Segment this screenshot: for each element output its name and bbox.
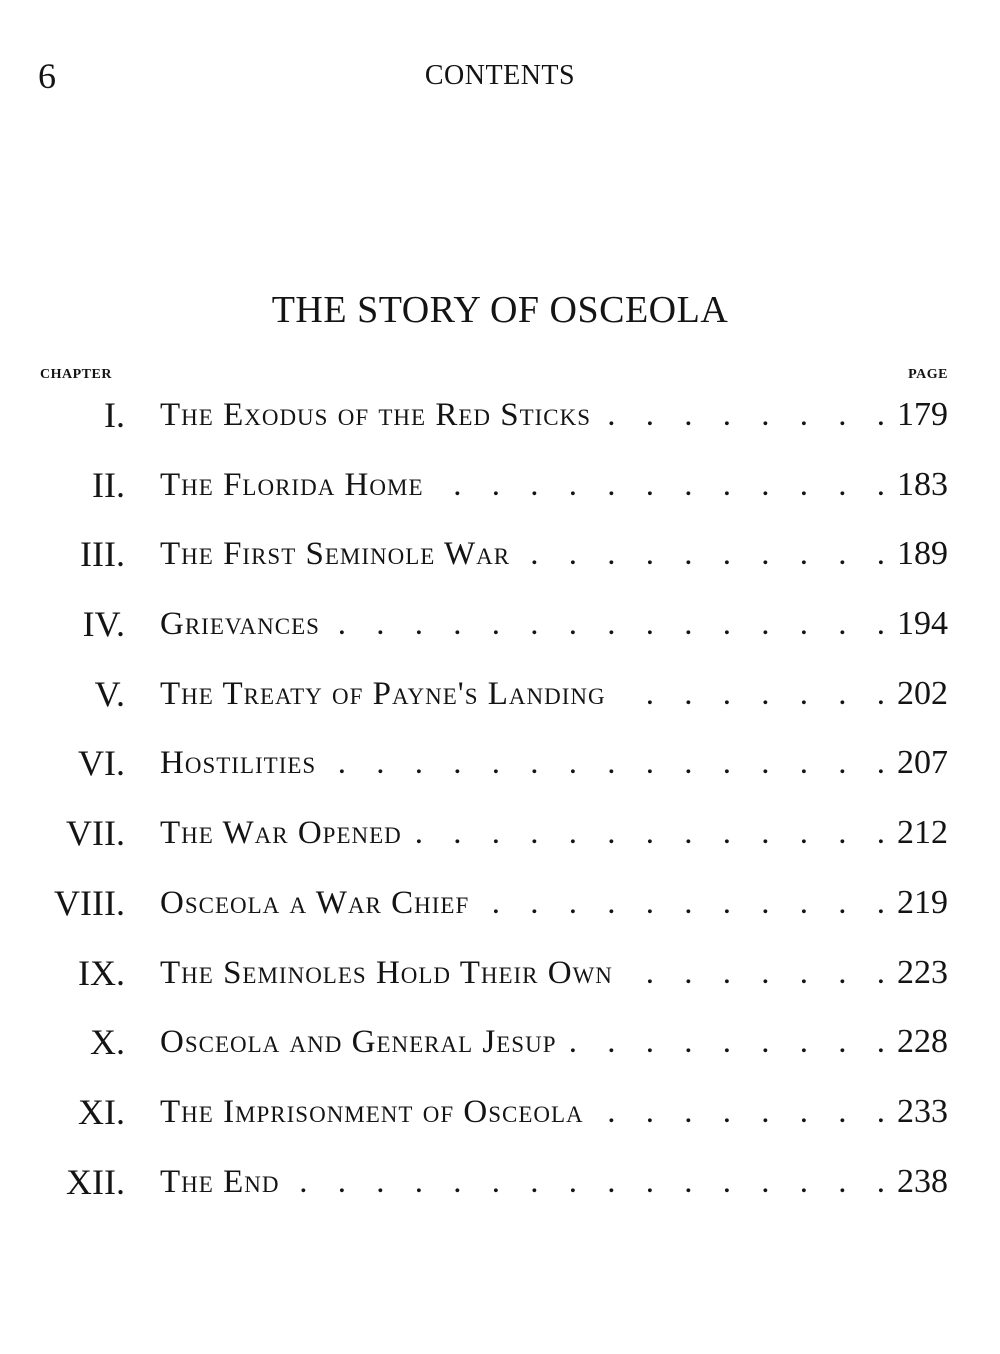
chapter-title: Osceola a War Chief . . . xyxy=(160,881,900,925)
chapter-number: IV. xyxy=(82,604,125,645)
chapter-page: 189 xyxy=(897,535,948,573)
chapter-number: I. xyxy=(104,395,125,435)
chapter-page: 212 xyxy=(897,814,948,852)
toc-entry xyxy=(0,1152,1000,1222)
chapter-number: III. xyxy=(80,534,125,575)
toc-entry xyxy=(0,1082,1000,1152)
toc-entry xyxy=(0,943,1000,1013)
toc-entry xyxy=(0,733,1000,803)
chapter-page: 233 xyxy=(897,1092,948,1130)
chapter-page: 219 xyxy=(897,883,948,921)
section-title: THE STORY OF OSCEOLA xyxy=(271,289,729,331)
toc-entry xyxy=(0,385,1000,455)
chapter-number: VI. xyxy=(78,743,125,784)
chapter-page: 202 xyxy=(897,674,948,712)
chapter-number: XI. xyxy=(78,1091,125,1132)
chapter-page: 228 xyxy=(897,1023,948,1061)
toc-entry xyxy=(0,803,1000,873)
table-of-contents xyxy=(0,385,1000,1221)
chapter-page: 194 xyxy=(897,605,948,643)
chapter-page: 207 xyxy=(897,744,948,782)
chapter-number: VII. xyxy=(66,813,125,854)
toc-entry xyxy=(0,664,1000,734)
chapter-title: The War Opened . . . xyxy=(160,811,900,855)
chapter-title: Grievances . . . xyxy=(160,602,900,646)
chapter-title: The End . . . xyxy=(160,1160,900,1204)
chapter-number: II. xyxy=(92,464,125,505)
chapter-column-label: CHAPTER xyxy=(40,367,112,382)
chapter-number: X. xyxy=(90,1022,125,1063)
chapter-title: The Treaty of Payne's Landing . . . xyxy=(160,672,900,716)
page-column-label: PAGE xyxy=(908,367,948,382)
chapter-page: 183 xyxy=(897,465,948,503)
chapter-title: The Imprisonment of Osceola . . . xyxy=(160,1090,900,1134)
page-number: 6 xyxy=(38,56,56,96)
chapter-number: XII. xyxy=(66,1161,125,1202)
chapter-title: Osceola and General Jesup . . . xyxy=(160,1020,900,1064)
chapter-title: The Exodus of the Red Sticks . . . xyxy=(160,393,900,437)
chapter-number: V. xyxy=(94,673,125,714)
chapter-page: 223 xyxy=(897,953,948,991)
running-head: CONTENTS xyxy=(424,60,576,91)
chapter-title: Hostilities . . . xyxy=(160,741,900,785)
toc-entry xyxy=(0,594,1000,664)
chapter-page: 238 xyxy=(897,1162,948,1200)
chapter-page: 179 xyxy=(897,396,948,433)
chapter-title: The Seminoles Hold Their Own . . . xyxy=(160,951,900,995)
chapter-number: VIII. xyxy=(54,882,125,923)
toc-entry xyxy=(0,524,1000,594)
chapter-title: The First Seminole War . . . xyxy=(160,532,900,576)
toc-entry xyxy=(0,455,1000,525)
chapter-title: The Florida Home . . . xyxy=(160,463,900,507)
chapter-number: IX. xyxy=(78,952,125,993)
toc-entry xyxy=(0,1012,1000,1082)
toc-entry xyxy=(0,873,1000,943)
